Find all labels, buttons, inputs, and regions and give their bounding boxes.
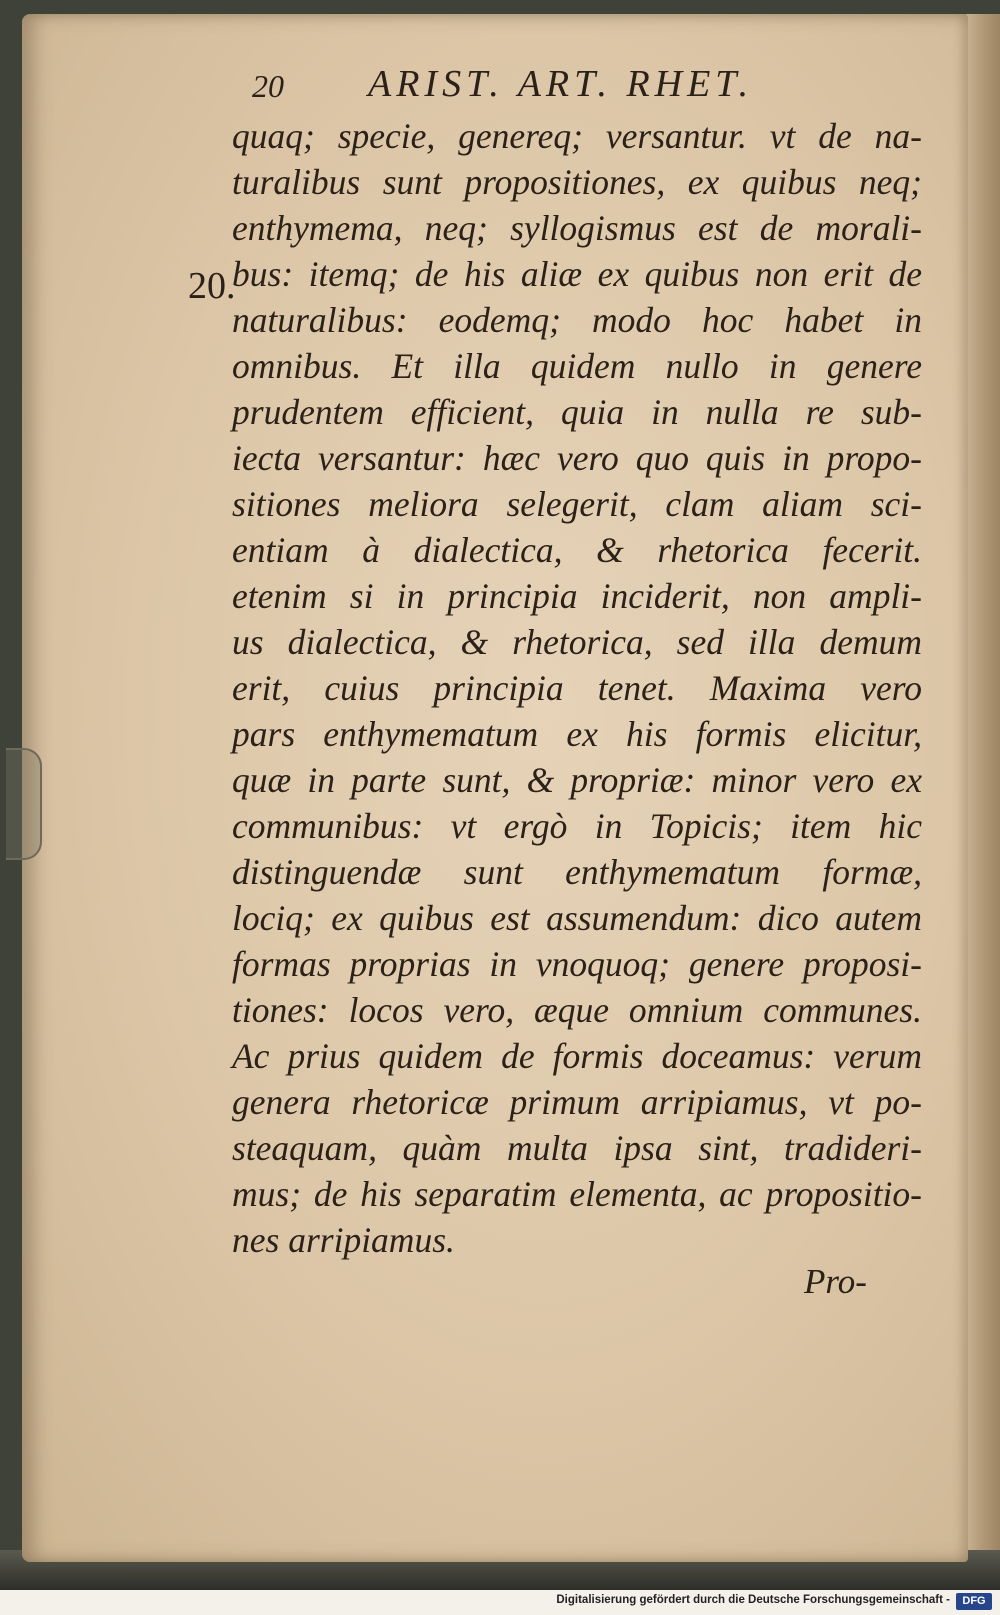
- catchword: Pro-: [804, 1262, 867, 1301]
- dfg-logo: DFG: [956, 1593, 992, 1610]
- text-line: lociq; ex quibus est assumendum: dico autem: [232, 898, 922, 938]
- clasp-tab: [6, 748, 42, 860]
- text-line: etenim si in principia inciderit, non ampli-: [232, 576, 922, 616]
- text-line: quaq; specie, genereq; versantur. vt de na-: [232, 116, 922, 156]
- digitization-footer: [0, 1590, 1000, 1615]
- text-line: bus: itemq; de his aliæ ex quibus non erit de: [232, 254, 922, 294]
- text-line: entiam à dialectica, & rhetorica fecerit.: [232, 530, 922, 570]
- text-line: genera rhetoricæ primum arripiamus, vt po-: [232, 1082, 922, 1122]
- text-line: mus; de his separatim elementa, ac propositio-: [232, 1174, 922, 1214]
- text-line: erit, cuius principia tenet. Maxima vero: [232, 668, 922, 708]
- next-page-edge: [964, 14, 1000, 1574]
- text-line: sitiones meliora selegerit, clam aliam sci-: [232, 484, 922, 524]
- text-line: omnibus. Et illa quidem nullo in genere: [232, 346, 922, 386]
- text-line: nes arripiamus.: [232, 1220, 455, 1260]
- text-line: Ac prius quidem de formis doceamus: verum: [232, 1036, 922, 1076]
- footer-credit: Digitalisierung gefördert durch die Deutsche Forschungsgemeinschaft -: [556, 1594, 950, 1606]
- text-line: prudentem efficient, quia in nulla re sub-: [232, 392, 922, 432]
- text-line: distinguendæ sunt enthymematum formæ,: [232, 852, 922, 892]
- text-line: quæ in parte sunt, & propriæ: minor vero ex: [232, 760, 922, 800]
- margin-note: 20.: [188, 265, 236, 307]
- text-line: iecta versantur: hæc vero quo quis in propo-: [232, 438, 922, 478]
- running-head: ARIST. ART. RHET.: [368, 63, 754, 105]
- text-line: communibus: vt ergò in Topicis; item hic: [232, 806, 922, 846]
- text-line: turalibus sunt propositiones, ex quibus neq;: [232, 162, 922, 202]
- text-line: tiones: locos vero, æque omnium communes.: [232, 990, 922, 1030]
- text-line: naturalibus: eodemq; modo hoc habet in: [232, 300, 922, 340]
- text-line: enthymema, neq; syllogismus est de morali-: [232, 208, 922, 248]
- page-number: 20: [252, 68, 284, 104]
- text-line: formas proprias in vnoquoq; genere proposi-: [232, 944, 922, 984]
- text-line: steaquam, quàm multa ipsa sint, tradideri-: [232, 1128, 922, 1168]
- text-line: pars enthymematum ex his formis elicitur,: [232, 714, 922, 754]
- text-line: us dialectica, & rhetorica, sed illa demum: [232, 622, 922, 662]
